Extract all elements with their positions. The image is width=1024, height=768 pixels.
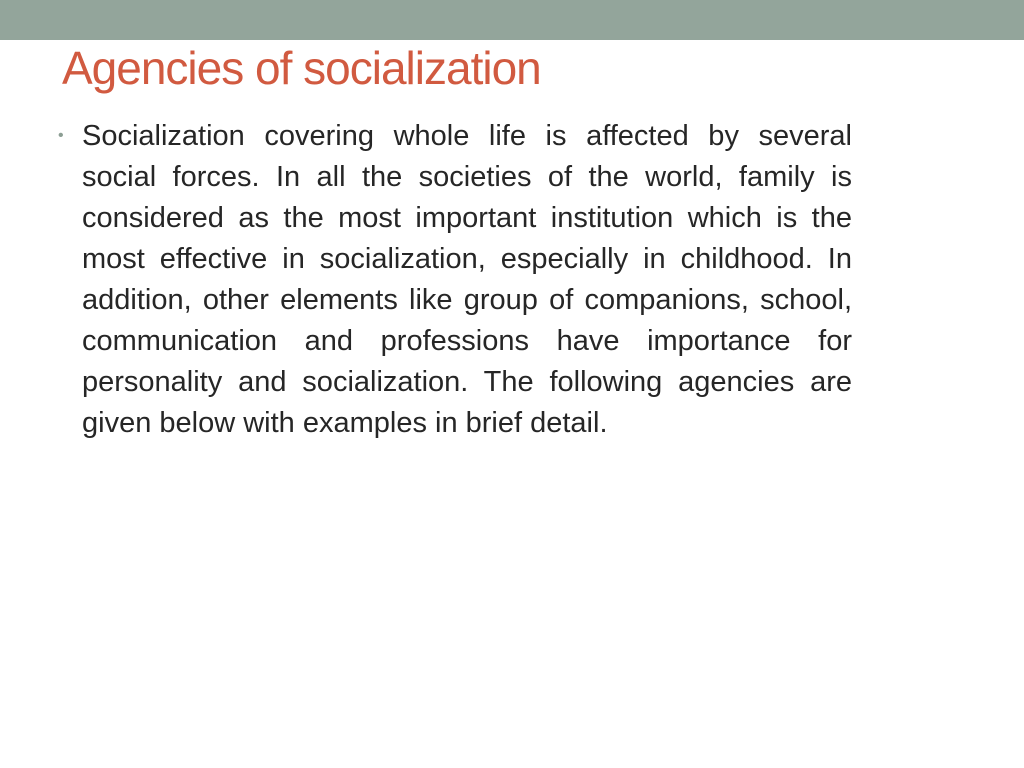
bullet-item (58, 116, 852, 444)
slide-content (58, 116, 852, 444)
bullet-text: Socialization covering whole life is affected by several social forces. In all the societies of the world, family is considered as the most important institution which is the most effective in socialization, especially in childhood. In addition, other elements like group of companions, school, communication and professions have importance for personality and socialization. The following agencies are given below with examples in brief detail. (82, 120, 852, 439)
bullet-icon: • (58, 127, 64, 144)
slide-header-band (0, 0, 1024, 40)
slide-title: Agencies of socialization (62, 42, 541, 94)
